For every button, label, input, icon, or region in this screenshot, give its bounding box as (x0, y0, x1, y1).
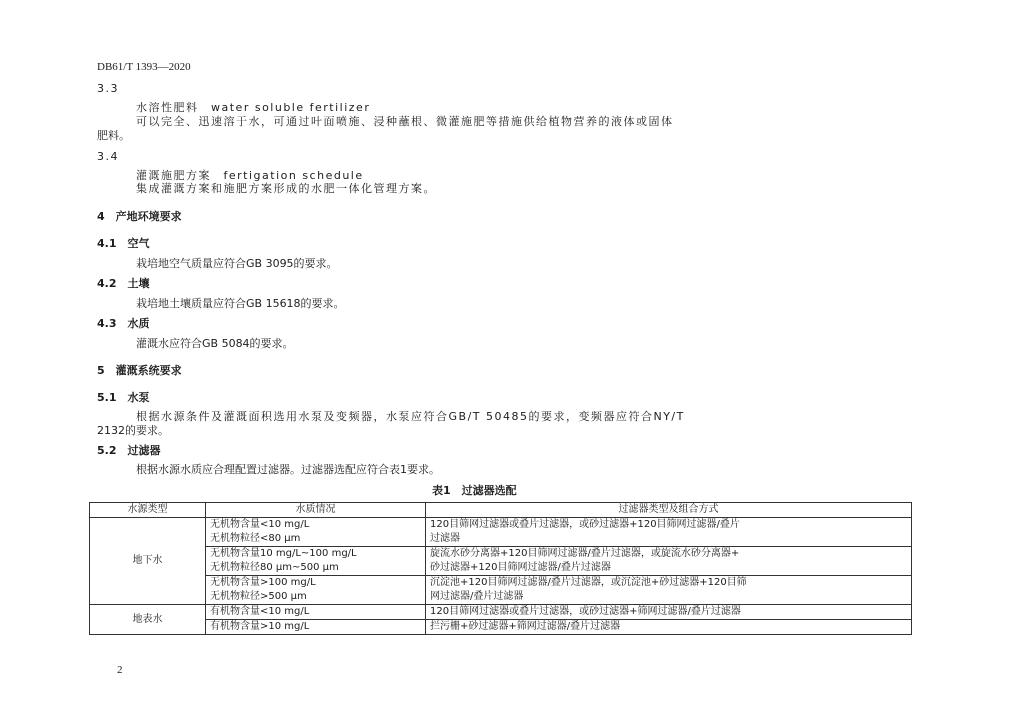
clause-5-1-text-line1: 根据水源条件及灌溉面积选用水泵及变频器，水泵应符合GB/T 50485的要求，变频器应符合NY/T (136, 410, 685, 423)
filter-line: 过滤器 (430, 533, 460, 544)
clause-3-3-definition-line2: 肥料。 (97, 129, 130, 142)
clause-4-1-text: 栽培地空气质量应符合GB 3095的要求。 (136, 257, 338, 270)
table-row (90, 576, 912, 605)
table-row (90, 518, 912, 547)
section-5-heading: 5 灌溉系统要求 (97, 364, 182, 377)
section-4-heading: 4 产地环境要求 (97, 210, 182, 223)
clause-3-3-number: 3.3 (97, 82, 119, 95)
clause-5-1-heading: 5.1 水泵 (97, 391, 150, 404)
table-row (90, 620, 912, 635)
filter-line: 沉淀池+120目筛网过滤器/叠片过滤器，或沉淀池+砂过滤器+120目筛 (430, 577, 747, 588)
clause-5-1-text-line2: 2132的要求。 (97, 424, 169, 437)
clause-3-4-definition: 集成灌溉方案和施肥方案形成的水肥一体化管理方案。 (136, 182, 436, 195)
header-filter-type: 过滤器类型及组合方式 (426, 503, 912, 518)
quality-line: 无机物粒径80 μm~500 μm (210, 562, 339, 573)
source-groundwater: 地下水 (90, 518, 206, 605)
filter-line: 120目筛网过滤器或叠片过滤器，或砂过滤器+120目筛网过滤器/叠片 (430, 519, 740, 530)
page-number: 2 (117, 664, 123, 676)
water-quality-cell (206, 518, 426, 547)
quality-line: 无机物粒径<80 μm (210, 533, 301, 544)
clause-4-2-heading: 4.2 土壤 (97, 277, 150, 290)
table-caption: 表1 过滤器选配 (432, 484, 517, 497)
filter-selection-table (89, 502, 912, 635)
clause-3-3-term: 水溶性肥料 water soluble fertilizer (136, 101, 371, 114)
document-header: DB61/T 1393—2020 (97, 61, 191, 73)
table-row (90, 547, 912, 576)
table-row (90, 605, 912, 620)
filter-line: 网过滤器/叠片过滤器 (430, 591, 524, 602)
water-quality-cell: 有机物含量<10 mg/L (206, 605, 426, 620)
clause-3-4-term: 灌溉施肥方案 fertigation schedule (136, 169, 364, 182)
clause-4-3-heading: 4.3 水质 (97, 317, 150, 330)
table-header-row (90, 503, 912, 518)
filter-line: 砂过滤器+120目筛网过滤器/叠片过滤器 (430, 562, 611, 573)
water-quality-cell (206, 547, 426, 576)
clause-3-3-definition-line1: 可以完全、迅速溶于水，可通过叶面喷施、浸种蘸根、微灌施肥等措施供给植物营养的液体或固体 (136, 115, 674, 128)
filter-type-cell (426, 518, 912, 547)
clause-4-2-text: 栽培地土壤质量应符合GB 15618的要求。 (136, 297, 345, 310)
header-water-source: 水源类型 (90, 503, 206, 518)
filter-type-cell: 拦污栅+砂过滤器+筛网过滤器/叠片过滤器 (426, 620, 912, 635)
quality-line: 无机物含量>100 mg/L (210, 577, 316, 588)
filter-type-cell (426, 576, 912, 605)
filter-type-cell (426, 547, 912, 576)
filter-line: 旋流水砂分离器+120目筛网过滤器/叠片过滤器，或旋流水砂分离器+ (430, 548, 740, 559)
clause-5-2-heading: 5.2 过滤器 (97, 444, 161, 457)
clause-4-1-heading: 4.1 空气 (97, 237, 150, 250)
clause-5-2-text: 根据水源水质应合理配置过滤器。过滤器选配应符合表1要求。 (136, 463, 440, 476)
quality-line: 无机物粒径>500 μm (210, 591, 307, 602)
water-quality-cell: 有机物含量>10 mg/L (206, 620, 426, 635)
clause-4-3-text: 灌溉水应符合GB 5084的要求。 (136, 337, 294, 350)
header-water-quality: 水质情况 (206, 503, 426, 518)
filter-type-cell: 120目筛网过滤器或叠片过滤器，或砂过滤器+筛网过滤器/叠片过滤器 (426, 605, 912, 620)
clause-3-4-number: 3.4 (97, 150, 119, 163)
source-surface-water: 地表水 (90, 605, 206, 635)
quality-line: 无机物含量<10 mg/L (210, 519, 310, 530)
quality-line: 无机物含量10 mg/L~100 mg/L (210, 548, 357, 559)
water-quality-cell (206, 576, 426, 605)
